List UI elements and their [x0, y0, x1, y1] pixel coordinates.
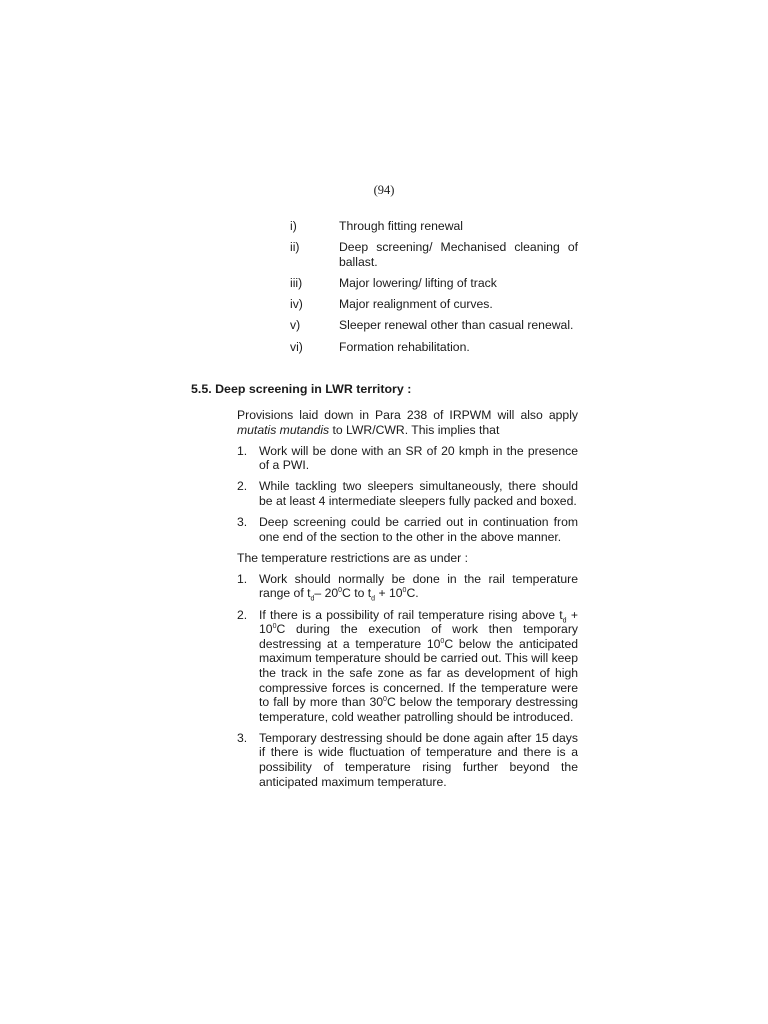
- list-item-text: While tackling two sleepers simultaneously, there should be at least 4 intermediate sleepers fully packed and boxed.: [259, 479, 578, 508]
- list-item-text: [259, 608, 578, 725]
- list-item: [237, 572, 578, 601]
- list-item-number: 2.: [237, 607, 248, 622]
- list-item-number: 1.: [237, 571, 248, 586]
- list-item-number: v): [290, 318, 301, 333]
- text-run: If there is a possibility of rail temperature rising above t: [259, 607, 563, 622]
- text-run: C.: [406, 586, 419, 601]
- temperature-restrictions-list: [237, 572, 578, 789]
- text-run: C to t: [342, 586, 372, 601]
- works-list: [290, 219, 578, 361]
- list-item-number: 3.: [237, 730, 248, 745]
- list-item: [237, 515, 578, 544]
- list-item: [237, 731, 578, 789]
- list-item-text: Deep screening could be carried out in continuation from one end of the section to the other in the above manner.: [259, 515, 578, 544]
- list-item-number: ii): [290, 240, 300, 255]
- subscript: d: [371, 595, 376, 603]
- list-item-text: Formation rehabilitation.: [339, 339, 470, 354]
- text-run: C below the temporary destressing temperature, cold weather patrolling should be introduced.: [259, 695, 578, 724]
- intro-text-continued: to LWR/CWR. This implies that: [329, 422, 500, 437]
- list-item: [290, 240, 578, 269]
- conditions-list: [237, 444, 578, 545]
- list-item: [237, 479, 578, 508]
- list-item-number: 3.: [237, 515, 248, 530]
- list-item-text: Through fitting renewal: [339, 219, 463, 233]
- list-item-text: Deep screening/ Mechanised cleaning of ballast.: [339, 240, 578, 269]
- list-item-text: Temporary destressing should be done again after 15 days if there is wide fluctuation of temperature and there is a possibility of temperature rising further beyond the anticipated maximum temperature.: [259, 730, 578, 789]
- section-body: [237, 408, 578, 796]
- subscript: d: [310, 595, 315, 603]
- section-heading: 5.5. Deep screening in LWR territory :: [191, 382, 412, 396]
- list-item: [237, 608, 578, 725]
- list-item: [290, 340, 578, 355]
- list-item-number: 1.: [237, 443, 248, 458]
- list-item-number: vi): [290, 339, 303, 354]
- list-item-number: 2.: [237, 479, 248, 494]
- temperature-intro: The temperature restrictions are as under :: [237, 550, 468, 565]
- list-item-number: iii): [290, 275, 303, 290]
- superscript: 0: [383, 696, 387, 704]
- list-item-text: Sleeper renewal other than casual renewal.: [339, 318, 574, 333]
- superscript: 0: [440, 637, 445, 645]
- text-run: – 20: [314, 586, 339, 601]
- text-run: C during the execution of work then temporary destressing at a temperature 10: [259, 622, 578, 651]
- text-run: C below the anticipated maximum temperature should be carried out. This will keep the track in the safe zone as far as development of high compressive forces is concerned. If the temperature were to fall by more than 30: [259, 636, 578, 710]
- list-item-text: [259, 572, 578, 601]
- list-item: [237, 444, 578, 473]
- text-run: + 10: [259, 607, 578, 637]
- list-item-number: i): [290, 219, 297, 233]
- list-item-text: Major realignment of curves.: [339, 297, 493, 312]
- list-item: [290, 219, 578, 234]
- list-item: [290, 318, 578, 333]
- list-item-number: iv): [290, 297, 303, 312]
- superscript: 0: [272, 623, 277, 631]
- list-item-text: Major lowering/ lifting of track: [339, 275, 497, 290]
- list-item: [290, 297, 578, 312]
- superscript: 0: [338, 587, 343, 595]
- list-item-text: Work will be done with an SR of 20 kmph in the presence of a PWI.: [259, 443, 578, 473]
- text-run: + 10: [375, 586, 403, 601]
- intro-paragraph: [237, 408, 578, 437]
- subscript: d: [562, 616, 567, 624]
- intro-italic-text: mutatis mutandis: [237, 422, 330, 437]
- page-number: (94): [373, 183, 395, 197]
- intro-text: Provisions laid down in Para 238 of IRPWM will also apply: [237, 408, 578, 422]
- text-run: Work should normally be done in the rail temperature range of t: [259, 571, 578, 601]
- superscript: 0: [402, 587, 407, 595]
- list-item: [290, 276, 578, 291]
